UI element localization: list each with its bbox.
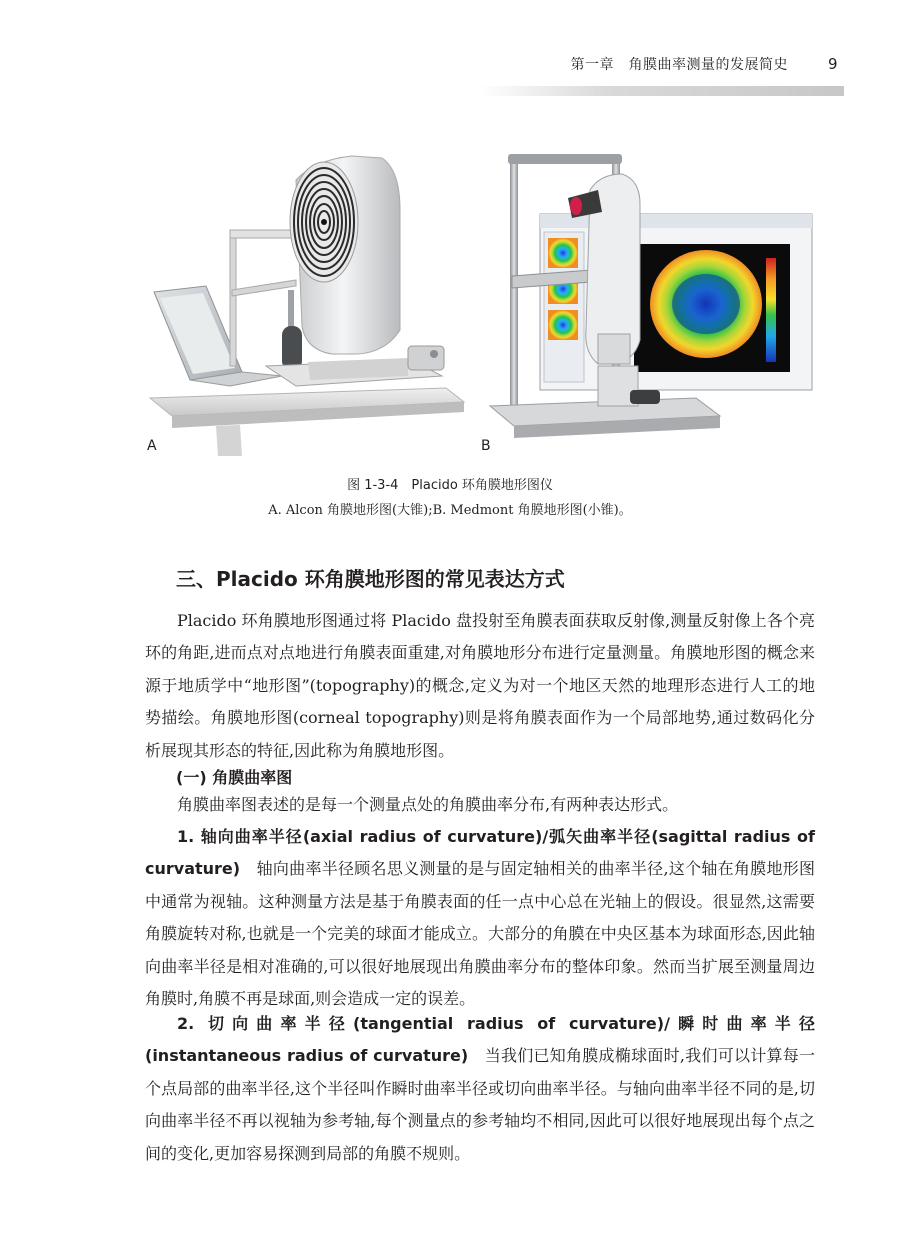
figure-a-alcon-topographer [146,140,468,456]
item-tangential-text: 当我们已知角膜成椭球面时,我们可以计算每一个点局部的曲率半径,这个半径叫作瞬时曲率半径或切向曲率半径。与轴向曲率半径不同的是,切向曲率半径不再以视轴为参考轴,每个测量点的参考轴均不相同,因此可以很好地展现出每个点之间的变化,更加容易探测到局部的角膜不规则。 [145,1046,815,1163]
figure-caption-title: 图 1-3-4 Placido 环角膜地形图仪 [347,478,553,493]
figure-caption-subtitle: A. Alcon 角膜地形图(大锥);B. Medmont 角膜地形图(小锥)。 [268,503,632,518]
chapter-title: 第一章 角膜曲率测量的发展简史 [570,57,788,73]
item-axial-text: 轴向曲率半径顾名思义测量的是与固定轴相关的曲率半径,这个轴在角膜地形图中通常为视轴。这种测量方法是基于角膜表面的任一点中心总在光轴上的假设。很显然,这需要角膜旋转对称,也就是一个完美的球面才能成立。大部分的角膜在中央区基本为球面形态,因此轴向曲率半径是相对准确的,可以很好地展现出角膜曲率分布的整体印象。然而当扩展至测量周边角膜时,角膜不再是球面,则会造成一定的误差。 [145,859,815,1009]
item-tangential-radius [145,1008,815,1170]
figure-b-medmont-topographer [480,140,816,456]
item-axial-heading: 1. 轴向曲率半径(axial radius of curvature)/弧矢曲率半径(sagittal radius of curvature) [145,827,815,879]
header-rule [480,86,844,96]
running-header [570,54,838,74]
item-axial-radius [145,821,815,1015]
paragraph-curvature-map: 角膜曲率图表述的是每一个测量点处的角膜曲率分布,有两种表达形式。 [177,795,679,814]
paragraph-intro: Placido 环角膜地形图通过将 Placido 盘投射至角膜表面获取反射像,测量反射像上各个亮环的角距,进而点对点地进行角膜表面重建,对角膜地形分布进行定量测量。角膜地形图的概念来源于地质学中“地形图”(topography)的概念,定义为对一个地区天然的地理形态进行人工的地势描绘。角膜地形图(corneal topography)则是将角膜表面作为一个局部地势,通过数码化分析展现其形态的特征,因此称为角膜地形图。 [145,611,815,760]
item-tangential-heading: 2. 切向曲率半径(tangential radius of curvature)/瞬时曲率半径(instantaneous radius of curvature) [145,1014,815,1066]
page-number: 9 [827,55,838,73]
subsection-heading: (一) 角膜曲率图 [176,768,293,787]
section-heading: 三、Placido 环角膜地形图的常见表达方式 [176,567,565,591]
figure-a-label: A [147,438,157,454]
figure-b-label: B [481,438,491,454]
